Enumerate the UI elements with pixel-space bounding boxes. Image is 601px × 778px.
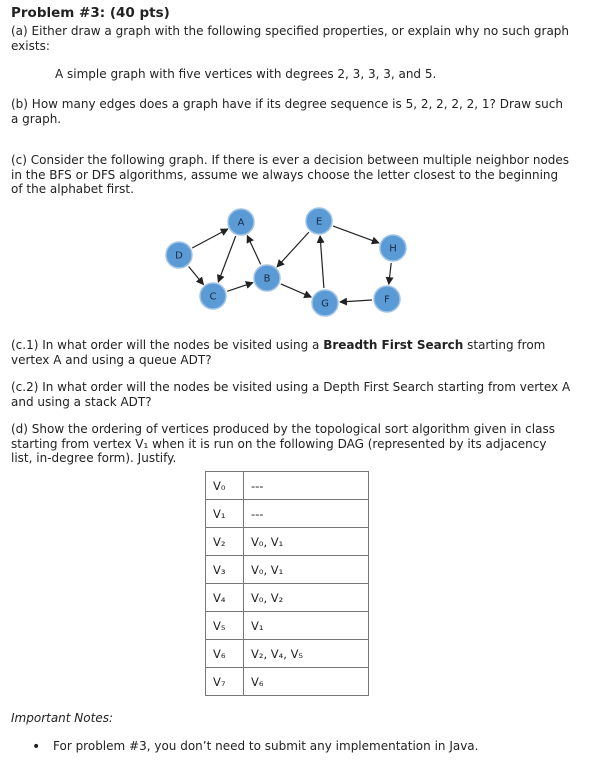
table-row bbox=[206, 584, 369, 612]
part-c-text: (c) Consider the following graph. If there is ever a decision between multiple neighbor nodes in the BFS or DFS algorithms, assume we always choose the letter closest to the beginning of the alphabet first. bbox=[11, 153, 570, 196]
edge-f-g bbox=[340, 300, 372, 302]
adjacency-cell: --- bbox=[244, 500, 369, 528]
part-c1-post: starting from vertex A and using a queue ADT? bbox=[11, 338, 546, 367]
part-d-text: (d) Show the ordering of vertices produced by the topological sort algorithm given in class starting from vertex V₁ when it is run on the following DAG (represented by its adjacency list, in-degree form). Justify. bbox=[11, 422, 555, 465]
problem-title: Problem #3: (40 pts) bbox=[11, 5, 170, 21]
table-row bbox=[206, 612, 369, 640]
node-label-h: H bbox=[389, 243, 397, 255]
bullet-dot: • bbox=[32, 739, 41, 755]
part-a-item: A simple graph with five vertices with degrees 2, 3, 3, 3, and 5. bbox=[55, 67, 437, 81]
part-c1-text bbox=[11, 338, 571, 367]
table-row bbox=[206, 640, 369, 668]
edge-d-a bbox=[192, 229, 228, 248]
node-label-f: F bbox=[384, 294, 390, 306]
vertex-cell: V₇ bbox=[206, 668, 244, 696]
edge-c-b bbox=[227, 283, 253, 292]
edge-b-a bbox=[247, 236, 260, 265]
edge-e-b bbox=[277, 232, 309, 267]
edge-e-h bbox=[333, 226, 379, 243]
node-label-c: C bbox=[209, 291, 217, 303]
adjacency-cell: V₁ bbox=[244, 612, 369, 640]
table-row bbox=[206, 500, 369, 528]
node-label-b: B bbox=[263, 273, 271, 285]
edge-b-g bbox=[281, 284, 311, 297]
table-row bbox=[206, 472, 369, 500]
edge-h-f bbox=[389, 263, 391, 284]
vertex-cell: V₃ bbox=[206, 556, 244, 584]
notes-heading: Important Notes: bbox=[11, 711, 114, 725]
table-row bbox=[206, 528, 369, 556]
node-label-g: G bbox=[321, 298, 329, 310]
adjacency-cell: V₂, V₄, V₅ bbox=[244, 640, 369, 668]
adjacency-cell: V₀, V₁ bbox=[244, 556, 369, 584]
adjacency-cell: V₆ bbox=[244, 668, 369, 696]
edge-d-c bbox=[189, 267, 204, 285]
edge-a-c bbox=[218, 236, 235, 282]
part-a-text: (a) Either draw a graph with the following specified properties, or explain why no such graph exists: bbox=[11, 24, 570, 53]
vertex-cell: V₅ bbox=[206, 612, 244, 640]
table-row bbox=[206, 668, 369, 696]
graph-diagram bbox=[150, 202, 420, 320]
vertex-cell: V₄ bbox=[206, 584, 244, 612]
adjacency-cell: V₀, V₂ bbox=[244, 584, 369, 612]
vertex-cell: V₆ bbox=[206, 640, 244, 668]
notes-item: For problem #3, you don’t need to submit any implementation in Java. bbox=[53, 739, 479, 753]
part-c1-pre: (c.1) In what order will the nodes be visited using a bbox=[11, 338, 324, 352]
part-c2-text: (c.2) In what order will the nodes be visited using a Depth First Search starting from vertex A and using a stack ADT? bbox=[11, 380, 571, 409]
edge-g-e bbox=[320, 236, 324, 288]
part-b-text: (b) How many edges does a graph have if its degree sequence is 5, 2, 2, 2, 2, 1? Draw such a graph. bbox=[11, 97, 563, 126]
vertex-cell: V₀ bbox=[206, 472, 244, 500]
adjacency-cell: V₀, V₁ bbox=[244, 528, 369, 556]
adjacency-cell: --- bbox=[244, 472, 369, 500]
node-label-a: A bbox=[237, 217, 245, 229]
node-label-d: D bbox=[175, 250, 183, 262]
adjacency-table bbox=[205, 471, 369, 696]
vertex-cell: V₂ bbox=[206, 528, 244, 556]
node-label-e: E bbox=[315, 216, 323, 228]
part-c1-bold: Breadth First Search bbox=[323, 338, 464, 352]
table-row bbox=[206, 556, 369, 584]
vertex-cell: V₁ bbox=[206, 500, 244, 528]
